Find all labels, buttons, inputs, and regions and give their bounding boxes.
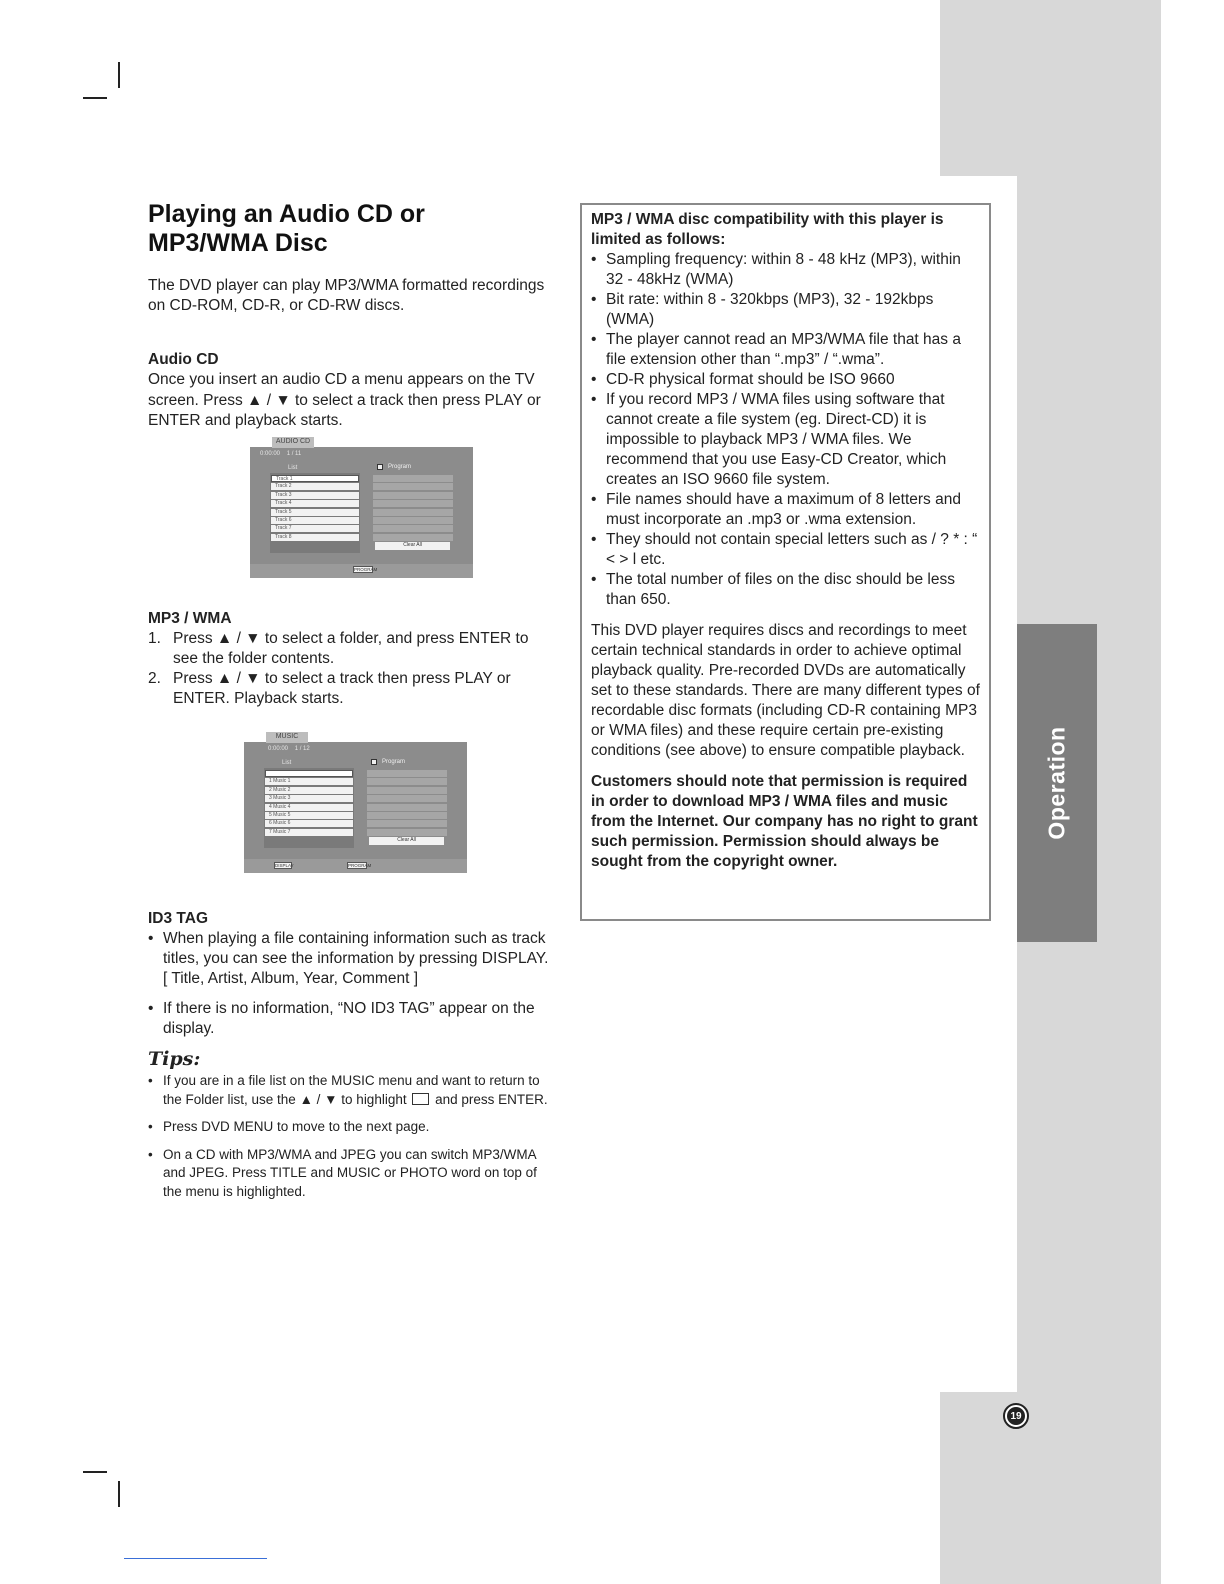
folder-up-icon bbox=[412, 1093, 429, 1105]
tips-heading: Tips: bbox=[148, 1048, 201, 1070]
id3-bullet-text: When playing a file containing information such as track titles, you can see the information by pressing DISPLAY. bbox=[163, 930, 549, 967]
tip-text: If you are in a file list on the MUSIC menu and want to return to the Folder list, use the ▲ / ▼ to highlight bbox=[163, 1073, 540, 1107]
file-row[interactable]: 5 Music 5 bbox=[265, 812, 353, 819]
track-list bbox=[270, 473, 360, 553]
tip-text: Press DVD MENU to move to the next page. bbox=[163, 1119, 430, 1134]
page-number: 19 bbox=[1007, 1407, 1025, 1425]
program-key: PROGRAM bbox=[354, 567, 378, 572]
id3-bullets bbox=[148, 929, 550, 1039]
screen-list-header: List bbox=[282, 760, 292, 766]
compatibility-item: • Bit rate: within 8 - 320kbps (MP3), 32 - 192kbps (WMA) bbox=[591, 290, 981, 330]
tip-item bbox=[148, 1146, 550, 1202]
mp3-wma-section bbox=[148, 609, 550, 709]
file-row[interactable]: 4 Music 4 bbox=[265, 804, 353, 811]
screen-info bbox=[268, 745, 310, 753]
file-row[interactable]: 3 Music 3 bbox=[265, 795, 353, 802]
sidebar-background-bottom bbox=[940, 1392, 1161, 1584]
crop-mark bbox=[118, 1481, 120, 1507]
compatibility-item: • The player cannot read an MP3/WMA file that has a file extension other than “.mp3” / “.wma”. bbox=[591, 330, 981, 370]
screen-info bbox=[260, 450, 301, 458]
program-list bbox=[373, 475, 453, 542]
audio-cd-menu-screen bbox=[250, 438, 473, 578]
audio-cd-section bbox=[148, 350, 550, 432]
page-number-badge bbox=[1003, 1403, 1029, 1429]
permission-notice: Customers should note that permission is required in order to download MP3 / WMA files and music from the Internet. Our company has no right to grant such permission. Permission should always be sought from the copyright owner. bbox=[591, 773, 978, 870]
tip-text: On a CD with MP3/WMA and JPEG you can switch MP3/WMA and JPEG. Press TITLE and MUSIC or PHOTO word on top of the menu is highlighted. bbox=[163, 1146, 537, 1199]
track-row[interactable]: Track 5 bbox=[271, 509, 359, 516]
music-menu-screen bbox=[244, 733, 467, 873]
crop-mark bbox=[83, 1471, 107, 1473]
compatibility-item: • File names should have a maximum of 8 letters and must incorporate an .mp3 or .wma extension. bbox=[591, 490, 981, 530]
compatibility-list bbox=[591, 250, 981, 610]
track-row[interactable]: Track 6 bbox=[271, 517, 359, 524]
file-row[interactable]: 1 Music 1 bbox=[265, 778, 353, 785]
id3-bullet bbox=[148, 999, 550, 1039]
step-item bbox=[148, 669, 550, 709]
compatibility-heading: MP3 / WMA disc compatibility with this player is limited as follows: bbox=[591, 211, 944, 248]
footer-line bbox=[124, 1558, 267, 1559]
step-item bbox=[148, 629, 550, 669]
left-column bbox=[148, 200, 550, 432]
compatibility-item: • Sampling frequency: within 8 - 48 kHz (MP3), within 32 - 48kHz (WMA) bbox=[591, 250, 981, 290]
program-label: Program bbox=[388, 464, 412, 470]
track-row[interactable]: Track 8 bbox=[271, 534, 359, 541]
screen-count: 1 / 11 bbox=[286, 451, 302, 457]
program-list bbox=[367, 770, 447, 837]
compatibility-item: • The total number of files on the disc should be less than 650. bbox=[591, 570, 981, 610]
screen-time: 0:00:00 bbox=[268, 746, 289, 752]
mp3-wma-heading: MP3 / WMA bbox=[148, 610, 232, 627]
track-row[interactable]: Track 1 bbox=[271, 475, 359, 482]
track-row[interactable]: Track 7 bbox=[271, 525, 359, 532]
section-tab-label: Operation bbox=[1043, 726, 1070, 840]
audio-cd-heading: Audio CD bbox=[148, 351, 219, 368]
step-text: Press ▲ / ▼ to select a track then press PLAY or ENTER. Playback starts. bbox=[173, 670, 511, 707]
standards-paragraph: This DVD player requires discs and recordings to meet certain technical standards in order to achieve optimal playback quality. Pre-recorded DVDs are automatically set to these standards. There are many different types of recordable disc formats (including CD-R containing MP3 or WMA files) and these require certain pre-existing conditions (see above) to ensure compatible playback. bbox=[591, 622, 980, 759]
id3-bullet-text: If there is no information, “NO ID3 TAG” appear on the display. bbox=[163, 1000, 535, 1037]
compatibility-item: • They should not contain special letters such as / ? * : “ < > l etc. bbox=[591, 530, 981, 570]
step-number: 2. bbox=[148, 670, 161, 687]
step-number: 1. bbox=[148, 630, 161, 647]
display-key: DISPLAY bbox=[275, 863, 294, 868]
compatibility-item: • If you record MP3 / WMA files using software that cannot create a file system (eg. Direct-CD) it is impossible to playback MP3 / WMA files. We recommend that you use Easy-CD Creator, which creates an ISO 9660 file system. bbox=[591, 390, 981, 490]
screen-list-header: List bbox=[288, 465, 298, 471]
crop-mark bbox=[83, 97, 107, 99]
file-row[interactable]: 2 Music 2 bbox=[265, 787, 353, 794]
compatibility-item: • CD-R physical format should be ISO 9660 bbox=[591, 370, 981, 390]
screen-time: 0:00:00 bbox=[260, 451, 281, 457]
clear-all-button[interactable]: Clear All bbox=[369, 837, 444, 845]
audio-cd-text: Once you insert an audio CD a menu appears on the TV screen. Press ▲ / ▼ to select a track then press PLAY or ENTER and playback starts. bbox=[148, 371, 541, 429]
id3-bullet bbox=[148, 929, 550, 989]
track-row[interactable]: Track 3 bbox=[271, 492, 359, 499]
program-key: PROGRAM bbox=[348, 863, 372, 868]
file-row[interactable]: 6 Music 6 bbox=[265, 820, 353, 827]
program-label: Program bbox=[382, 759, 406, 765]
step-text: Press ▲ / ▼ to select a folder, and press ENTER to see the folder contents. bbox=[173, 630, 529, 667]
screen-tab: AUDIO CD bbox=[272, 437, 314, 448]
compatibility-box bbox=[580, 203, 991, 921]
track-row[interactable]: Track 4 bbox=[271, 500, 359, 507]
id3-section bbox=[148, 909, 550, 1210]
program-checkbox-icon bbox=[371, 759, 377, 765]
id3-fields: [ Title, Artist, Album, Year, Comment ] bbox=[163, 970, 419, 987]
file-list bbox=[264, 768, 354, 848]
clear-all-button[interactable]: Clear All bbox=[375, 542, 450, 550]
folder-up-row[interactable] bbox=[265, 770, 353, 777]
tip-item bbox=[148, 1072, 550, 1109]
crop-mark bbox=[118, 62, 120, 88]
tip-text: and press ENTER. bbox=[435, 1091, 548, 1107]
screen-tab: MUSIC bbox=[266, 732, 308, 743]
mp3-wma-steps bbox=[148, 629, 550, 709]
program-checkbox-icon bbox=[377, 464, 383, 470]
screen-count: 1 / 12 bbox=[294, 746, 310, 752]
tip-item bbox=[148, 1118, 550, 1137]
tips-list bbox=[148, 1072, 550, 1201]
file-row[interactable]: 7 Music 7 bbox=[265, 829, 353, 836]
page-title: Playing an Audio CD or MP3/WMA Disc bbox=[148, 200, 425, 257]
id3-heading: ID3 TAG bbox=[148, 910, 208, 927]
intro-paragraph: The DVD player can play MP3/WMA formatted recordings on CD-ROM, CD-R, or CD-RW discs. bbox=[148, 277, 545, 314]
track-row[interactable]: Track 2 bbox=[271, 483, 359, 490]
